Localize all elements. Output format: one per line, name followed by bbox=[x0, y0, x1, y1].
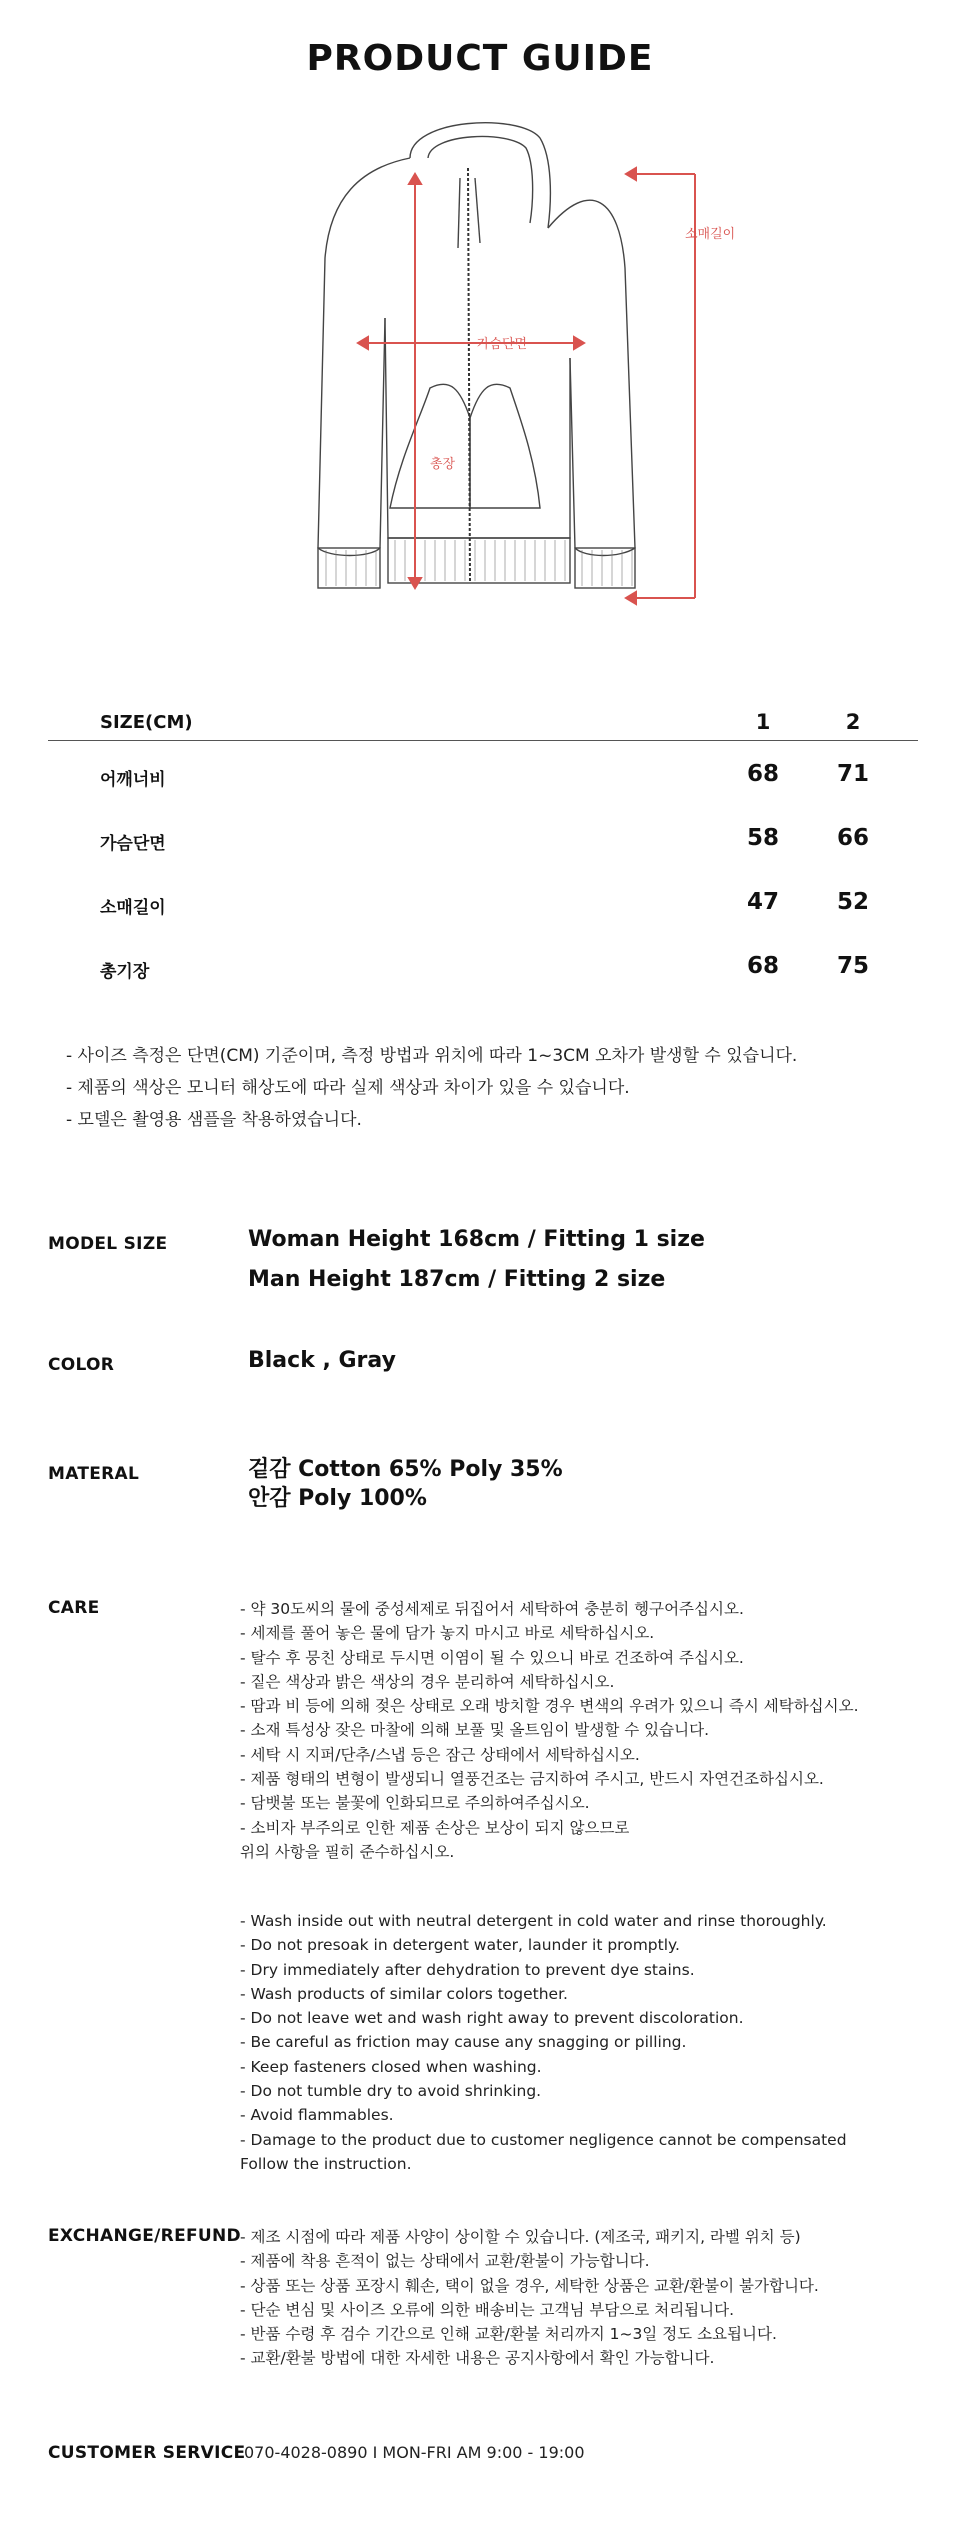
row-value-1: 58 bbox=[746, 825, 779, 851]
care-line: - 세탁 시 지퍼/단추/스냅 등은 잠근 상태에서 세탁하십시오. bbox=[240, 1745, 640, 1764]
care-line: - 소비자 부주의로 인한 제품 손상은 보상이 되지 않으므로 bbox=[240, 1818, 630, 1837]
row-label: 가슴단면 bbox=[100, 834, 166, 854]
color-value bbox=[248, 1341, 396, 1381]
row-label: 총기장 bbox=[100, 962, 150, 982]
care-line: - Avoid flammables. bbox=[240, 2106, 394, 2125]
care-line: - 약 30도씨의 물에 중성세제로 뒤집어서 세탁하여 충분히 헹구어주십시오. bbox=[240, 1600, 744, 1618]
care-line: Follow the instruction. bbox=[240, 2154, 412, 2173]
chest-label: 가슴단면 bbox=[476, 337, 528, 352]
model-size-line: Woman Height 168cm / Fitting 1 size bbox=[248, 1227, 705, 1252]
table-row bbox=[48, 869, 918, 933]
row-value-1: 68 bbox=[746, 953, 779, 979]
exchange-list bbox=[240, 2225, 930, 2371]
exchange-line: - 상품 또는 상품 포장시 훼손, 택이 없을 경우, 세탁한 상품은 교환/환불이 불가합니다. bbox=[240, 2276, 819, 2295]
care-line: 위의 사항을 필히 준수하십시오. bbox=[240, 1842, 455, 1861]
care-line: - Do not tumble dry to avoid shrinking. bbox=[240, 2082, 542, 2101]
row-value-2: 52 bbox=[836, 889, 869, 915]
color-text: Black , Gray bbox=[248, 1348, 396, 1373]
model-size-value bbox=[248, 1220, 705, 1300]
size-notes bbox=[66, 1040, 906, 1136]
care-line: - Wash inside out with neutral detergent in cold water and rinse thoroughly. bbox=[240, 1912, 827, 1930]
row-value-2: 71 bbox=[836, 761, 869, 787]
size-header-label: SIZE(CM) bbox=[100, 712, 193, 733]
length-label: 총장 bbox=[430, 457, 456, 472]
care-line: - Damage to the product due to customer negligence cannot be compensated bbox=[240, 2130, 847, 2149]
color-label: COLOR bbox=[48, 1355, 115, 1375]
row-value-2: 75 bbox=[836, 953, 869, 979]
row-label: 어깨너비 bbox=[100, 770, 166, 790]
care-line: - 담뱃불 또는 불꽃에 인화되므로 주의하여주십시오. bbox=[240, 1794, 590, 1813]
care-line: - 탈수 후 뭉친 상태로 두시면 이염이 될 수 있으니 바로 건조하여 주십시오. bbox=[240, 1648, 744, 1667]
table-row bbox=[48, 741, 918, 805]
care-label: CARE bbox=[48, 1598, 100, 1618]
row-label: 소매길이 bbox=[100, 898, 166, 918]
care-line: - Dry immediately after dehydration to prevent dye stains. bbox=[240, 1960, 695, 1979]
exchange-line: - 제품에 착용 흔적이 없는 상태에서 교환/환불이 가능합니다. bbox=[240, 2252, 650, 2271]
size-table bbox=[48, 690, 918, 997]
care-line: - Keep fasteners closed when washing. bbox=[240, 2057, 542, 2076]
exchange-line: - 제조 시점에 따라 제품 사양이 상이할 수 있습니다. (제조국, 패키지, 라벨 위치 등) bbox=[240, 2228, 801, 2246]
care-line: - 세제를 풀어 놓은 물에 담가 놓지 마시고 바로 세탁하십시오. bbox=[240, 1624, 655, 1643]
note-line: - 모델은 촬영용 샘플을 착용하였습니다. bbox=[66, 1110, 362, 1130]
note-line: - 사이즈 측정은 단면(CM) 기준이며, 측정 방법과 위치에 따라 1~3CM 오차가 발생할 수 있습니다. bbox=[66, 1046, 798, 1066]
table-row bbox=[48, 805, 918, 869]
size-header-col2: 2 bbox=[845, 710, 861, 734]
row-value-2: 66 bbox=[836, 825, 869, 851]
material-line: 안감 Poly 100% bbox=[248, 1486, 427, 1511]
table-row bbox=[48, 933, 918, 997]
customer-service-label: CUSTOMER SERVICE bbox=[48, 2443, 246, 2463]
size-table-header bbox=[48, 690, 918, 741]
material-line: 겉감 Cotton 65% Poly 35% bbox=[248, 1457, 563, 1482]
care-english-list bbox=[240, 1909, 930, 2176]
care-line: - Do not presoak in detergent water, launder it promptly. bbox=[240, 1936, 680, 1955]
care-line: - 짙은 색상과 밝은 색상의 경우 분리하여 세탁하십시오. bbox=[240, 1672, 615, 1691]
care-line: - 제품 형태의 변형이 발생되니 열풍건조는 금지하여 주시고, 반드시 자연건조하십시오. bbox=[240, 1770, 824, 1789]
rib-texture bbox=[326, 540, 632, 586]
care-korean-list bbox=[240, 1597, 930, 1864]
size-header-col1: 1 bbox=[755, 710, 771, 734]
hoodie-diagram bbox=[290, 118, 750, 618]
sleeve-label: 소매길이 bbox=[685, 227, 736, 242]
care-line: - Be careful as friction may cause any snagging or pilling. bbox=[240, 2033, 687, 2052]
exchange-line: - 교환/환불 방법에 대한 자세한 내용은 공지사항에서 확인 가능합니다. bbox=[240, 2349, 715, 2368]
material-value bbox=[248, 1455, 563, 1513]
material-label: MATERAL bbox=[48, 1464, 140, 1484]
note-line: - 제품의 색상은 모니터 해상도에 따라 실제 색상과 차이가 있을 수 있습니다. bbox=[66, 1078, 630, 1098]
care-line: - 땀과 비 등에 의해 젖은 상태로 오래 방치할 경우 변색의 우려가 있으니 즉시 세탁하십시오. bbox=[240, 1697, 859, 1716]
customer-service-value: 070-4028-0890 I MON-FRI AM 9:00 - 19:00 bbox=[244, 2443, 585, 2462]
model-size-line: Man Height 187cm / Fitting 2 size bbox=[248, 1267, 666, 1292]
exchange-line: - 반품 수령 후 검수 기간으로 인해 교환/환불 처리까지 1~3일 정도 소요됩니다. bbox=[240, 2325, 777, 2344]
zipper bbox=[468, 168, 470, 583]
hoodie-outline bbox=[318, 123, 635, 588]
care-line: - Do not leave wet and wash right away to prevent discoloration. bbox=[240, 2009, 744, 2028]
model-size-label: MODEL SIZE bbox=[48, 1234, 168, 1254]
row-value-1: 68 bbox=[746, 761, 779, 787]
care-line: - 소재 특성상 잦은 마찰에 의해 보풀 및 올트임이 발생할 수 있습니다. bbox=[240, 1721, 709, 1740]
page-title: PRODUCT GUIDE bbox=[306, 38, 654, 79]
care-line: - Wash products of similar colors together. bbox=[240, 1984, 568, 2003]
row-value-1: 47 bbox=[746, 889, 779, 915]
exchange-label: EXCHANGE/REFUND bbox=[48, 2226, 241, 2246]
exchange-line: - 단순 변심 및 사이즈 오류에 의한 배송비는 고객님 부담으로 처리됩니다. bbox=[240, 2300, 735, 2319]
